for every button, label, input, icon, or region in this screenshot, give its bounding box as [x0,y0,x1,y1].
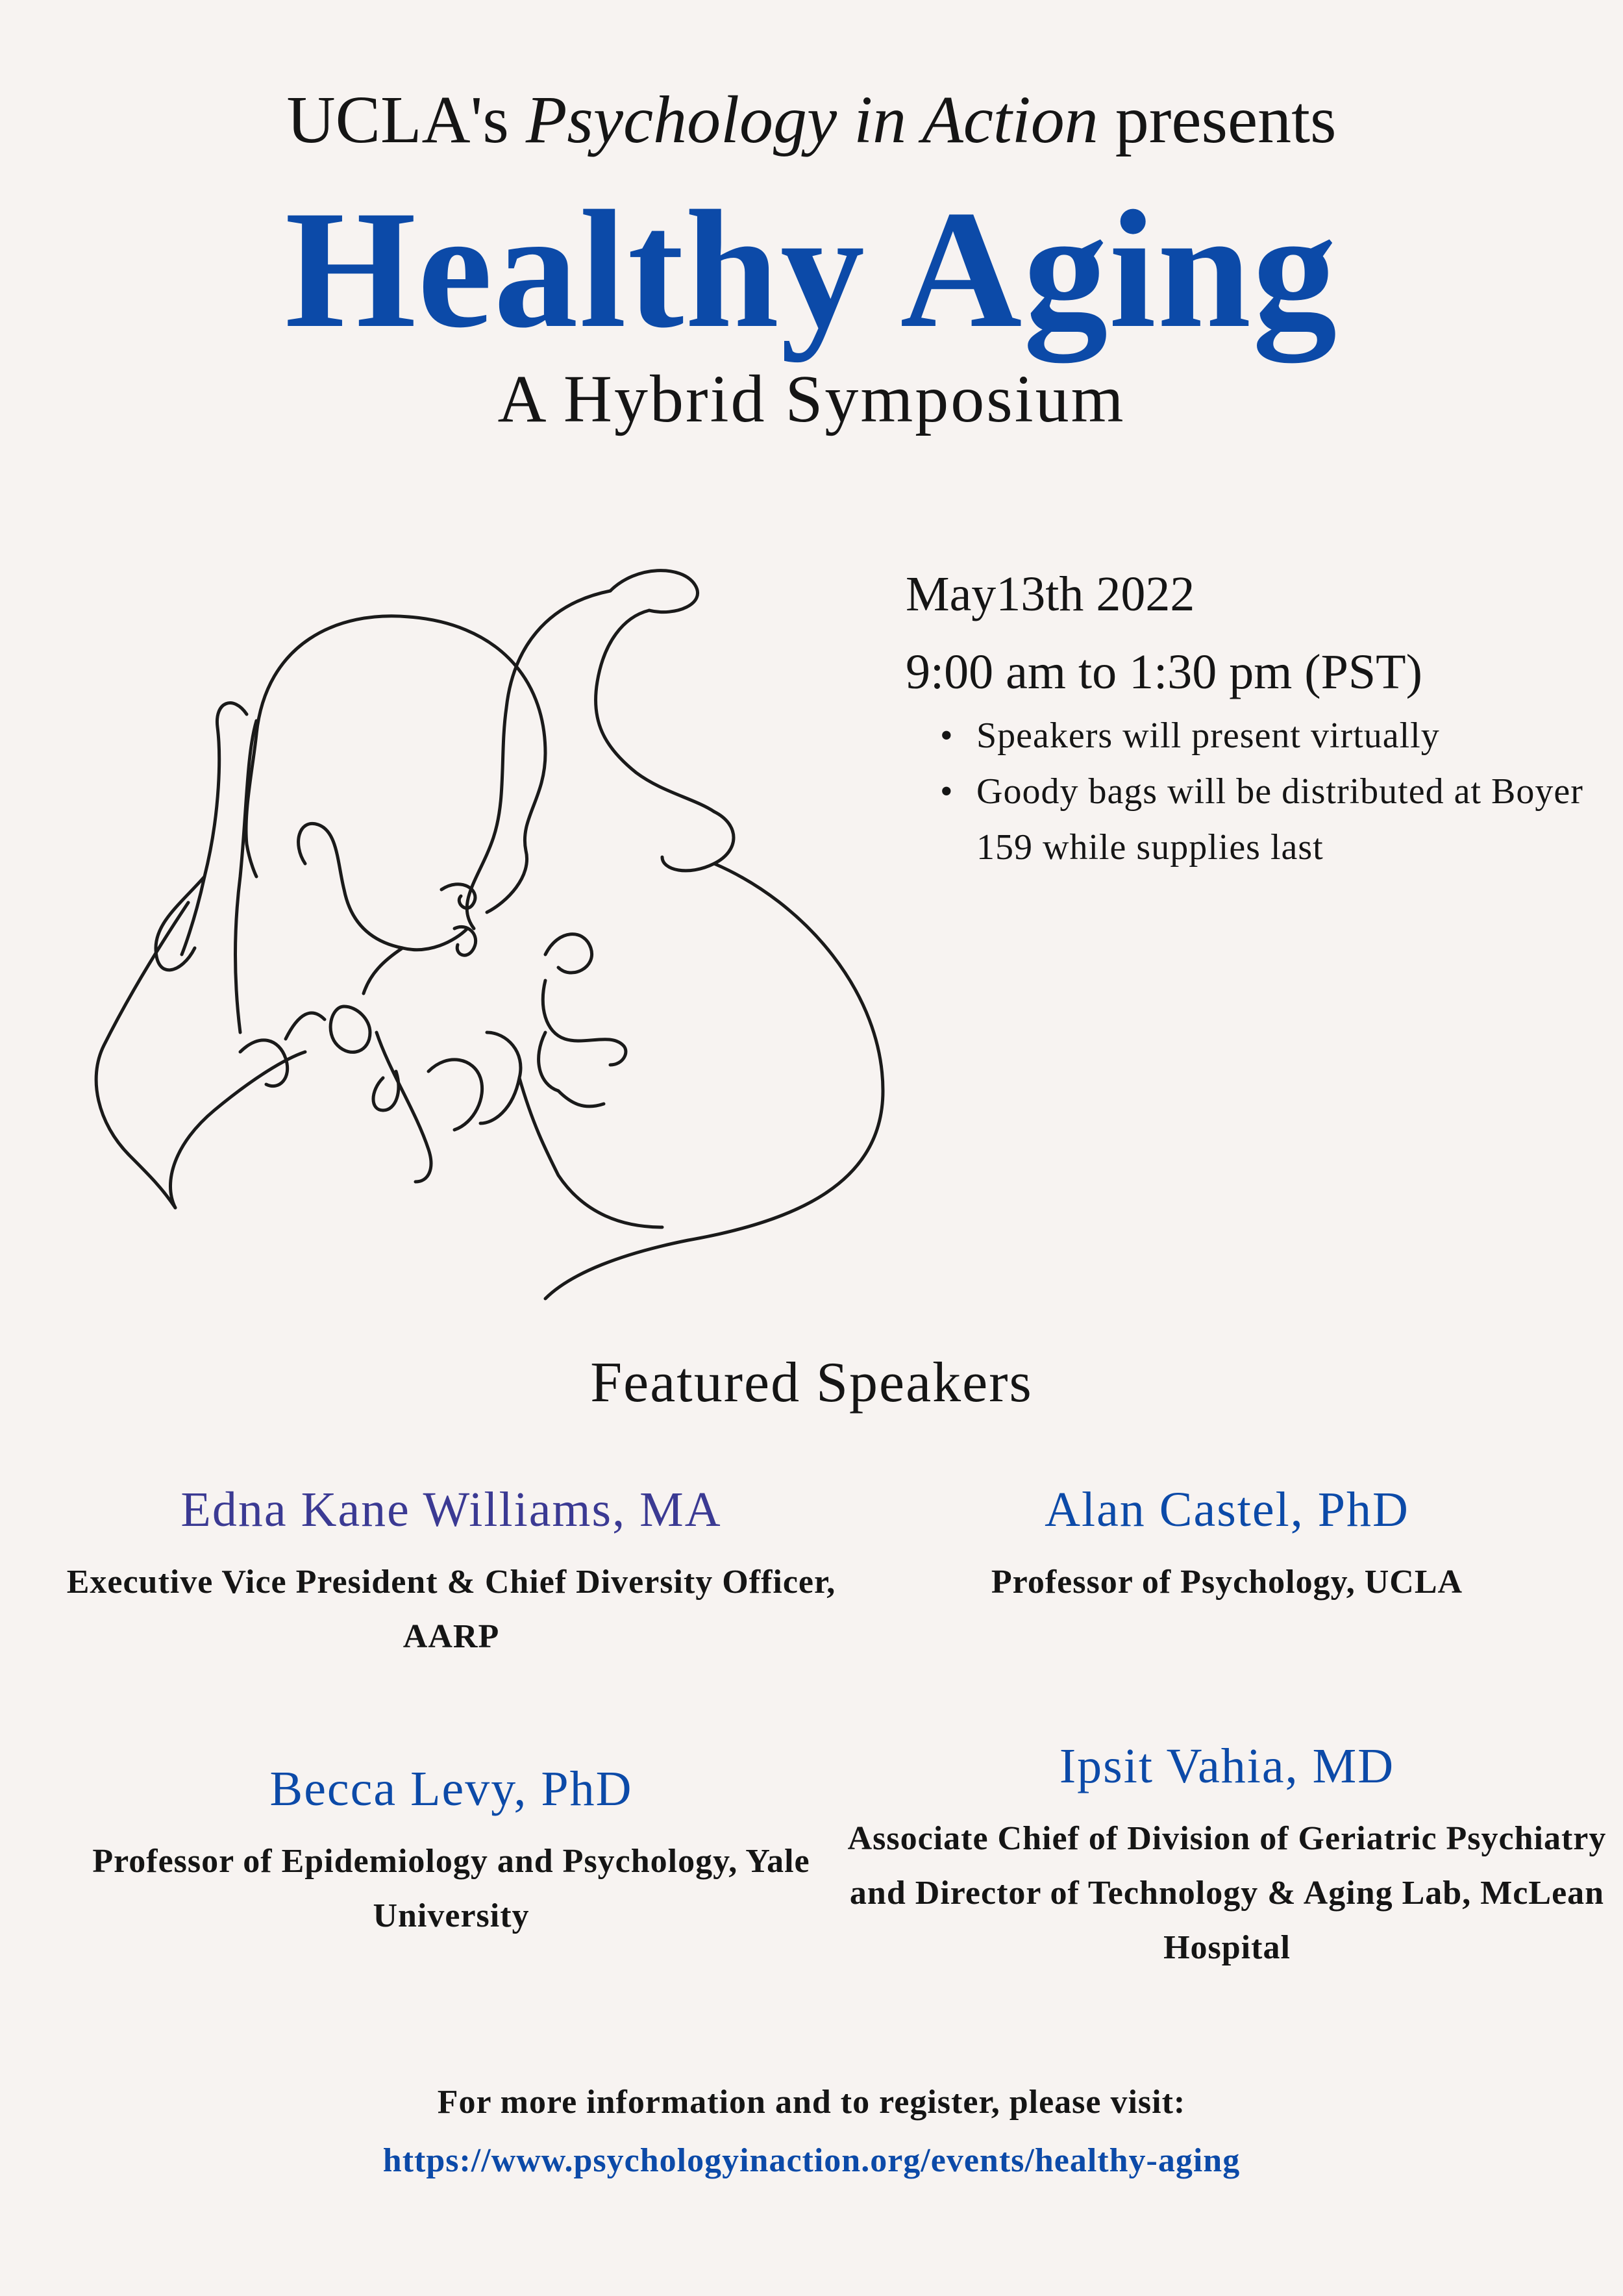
page-title: Healthy Aging [284,176,1339,363]
list-item [935,764,1597,875]
event-details-list [935,708,1597,875]
detail-text: Goody bags will be distributed at Boyer 159 while supplies last [976,771,1583,867]
presenter-prefix: UCLA's [286,82,509,157]
speaker-card-ipsit-vahia [837,1734,1617,1975]
list-item [935,708,1597,764]
register-link[interactable]: https://www.psychologyinaction.org/events/healthy-aging [382,2142,1241,2179]
speaker-name: Becca Levy, PhD [269,1762,633,1816]
speakers-heading: Featured Speakers [590,1351,1033,1414]
page-subtitle: A Hybrid Symposium [497,362,1126,436]
program-name: Psychology in Action [525,82,1098,157]
speaker-role: Associate Chief of Division of Geriatric Psychiatry and Director of Technology & Aging Lab, McLean Hospital [847,1820,1607,1966]
presents-word: presents [1115,82,1337,157]
register-info-text: For more information and to register, please visit: [437,2084,1186,2121]
speaker-name: Alan Castel, PhD [1045,1482,1409,1537]
bullet-icon: • [940,771,954,812]
speaker-role: Professor of Epidemiology and Psychology, Yale University [92,1843,810,1934]
speaker-card-becca-levy [52,1756,850,1943]
speaker-card-alan-castel [837,1477,1617,1610]
event-date: May13th 2022 [906,567,1195,621]
detail-text: Speakers will present virtually [976,716,1440,756]
presenter-line [0,75,1623,166]
speaker-role: Professor of Psychology, UCLA [991,1564,1463,1601]
bullet-icon: • [940,716,954,756]
speaker-name: Edna Kane Williams, MA [180,1482,722,1537]
line-art-two-faces-icon [91,539,922,1305]
speaker-name: Ipsit Vahia, MD [1059,1739,1395,1793]
speaker-card-edna-kane-williams [52,1477,850,1664]
speaker-role: Executive Vice President & Chief Diversity Officer, AARP [66,1564,836,1655]
event-time: 9:00 am to 1:30 pm (PST) [906,645,1422,699]
